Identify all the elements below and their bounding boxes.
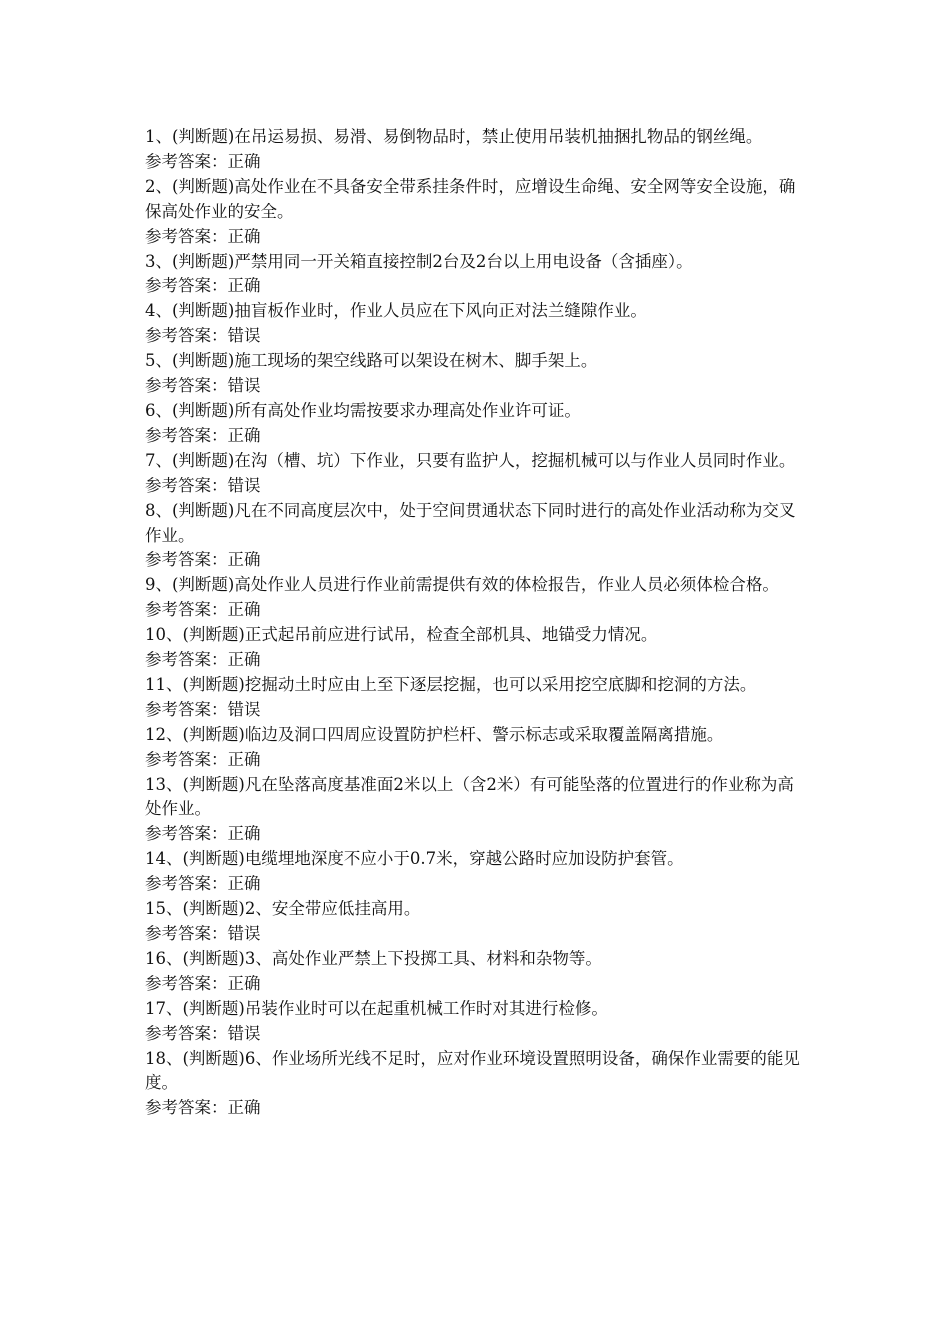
question-3: 3、(判断题)严禁用同一开关箱直接控制2台及2台以上用电设备（含插座）。 xyxy=(145,251,693,271)
answer-7: 参考答案：错误 xyxy=(145,475,261,495)
question-9: 9、(判断题)高处作业人员进行作业前需提供有效的体检报告，作业人员必须体检合格。 xyxy=(145,575,779,595)
answer-8: 参考答案：正确 xyxy=(145,550,261,570)
answer-9: 参考答案：正确 xyxy=(145,600,261,620)
answer-12: 参考答案：正确 xyxy=(145,749,261,769)
answer-5: 参考答案：错误 xyxy=(145,376,261,396)
answer-14: 参考答案：正确 xyxy=(145,874,261,894)
question-1: 1、(判断题)在吊运易损、易滑、易倒物品时，禁止使用吊装机抽捆扎物品的钢丝绳。 xyxy=(145,127,763,146)
question-10: 10、(判断题)正式起吊前应进行试吊，检查全部机具、地锚受力情况。 xyxy=(145,625,658,645)
answer-17: 参考答案：错误 xyxy=(145,1023,261,1043)
answer-18: 参考答案：正确 xyxy=(145,1098,261,1118)
answer-13: 参考答案：正确 xyxy=(145,824,261,844)
question-15: 15、(判断题)2、安全带应低挂高用。 xyxy=(145,899,421,919)
question-6: 6、(判断题)所有高处作业均需按要求办理高处作业许可证。 xyxy=(145,400,581,420)
answer-3: 参考答案：正确 xyxy=(145,276,261,296)
question-4: 4、(判断题)抽盲板作业时，作业人员应在下风向正对法兰缝隙作业。 xyxy=(145,301,647,321)
answer-11: 参考答案：错误 xyxy=(145,699,261,719)
answer-6: 参考答案：正确 xyxy=(145,425,261,445)
question-16: 16、(判断题)3、高处作业严禁上下投掷工具、材料和杂物等。 xyxy=(145,948,602,968)
question-18: 18、(判断题)6、作业场所光线不足时，应对作业环境设置照明设备，确保作业需要的能见度。 xyxy=(145,1048,800,1093)
question-11: 11、(判断题)挖掘动土时应由上至下逐层挖掘，也可以采用挖空底脚和挖洞的方法。 xyxy=(145,674,757,694)
question-14: 14、(判断题)电缆埋地深度不应小于0.7米，穿越公路时应加设防护套管。 xyxy=(145,849,684,869)
question-5: 5、(判断题)施工现场的架空线路可以架设在树木、脚手架上。 xyxy=(145,351,598,371)
question-7: 7、(判断题)在沟（槽、坑）下作业，只要有监护人，挖掘机械可以与作业人员同时作业。 xyxy=(145,450,796,470)
answer-16: 参考答案：正确 xyxy=(145,973,261,993)
answer-2: 参考答案：正确 xyxy=(145,226,261,246)
question-13: 13、(判断题)凡在坠落高度基准面2米以上（含2米）有可能坠落的位置进行的作业称为高处作业。 xyxy=(145,774,794,819)
question-8: 8、(判断题)凡在不同高度层次中，处于空间贯通状态下同时进行的高处作业活动称为交叉作业。 xyxy=(145,500,796,545)
question-2: 2、(判断题)高处作业在不具备安全带系挂条件时，应增设生命绳、安全网等安全设施，确保高处作业的安全。 xyxy=(145,176,796,221)
document-page xyxy=(145,125,810,1121)
answer-4: 参考答案：错误 xyxy=(145,326,261,346)
question-17: 17、(判断题)吊装作业时可以在起重机械工作时对其进行检修。 xyxy=(145,998,608,1018)
answer-15: 参考答案：错误 xyxy=(145,924,261,943)
answer-1: 参考答案：正确 xyxy=(145,151,261,171)
question-12: 12、(判断题)临边及洞口四周应设置防护栏杆、警示标志或采取覆盖隔离措施。 xyxy=(145,724,724,744)
answer-10: 参考答案：正确 xyxy=(145,650,261,670)
